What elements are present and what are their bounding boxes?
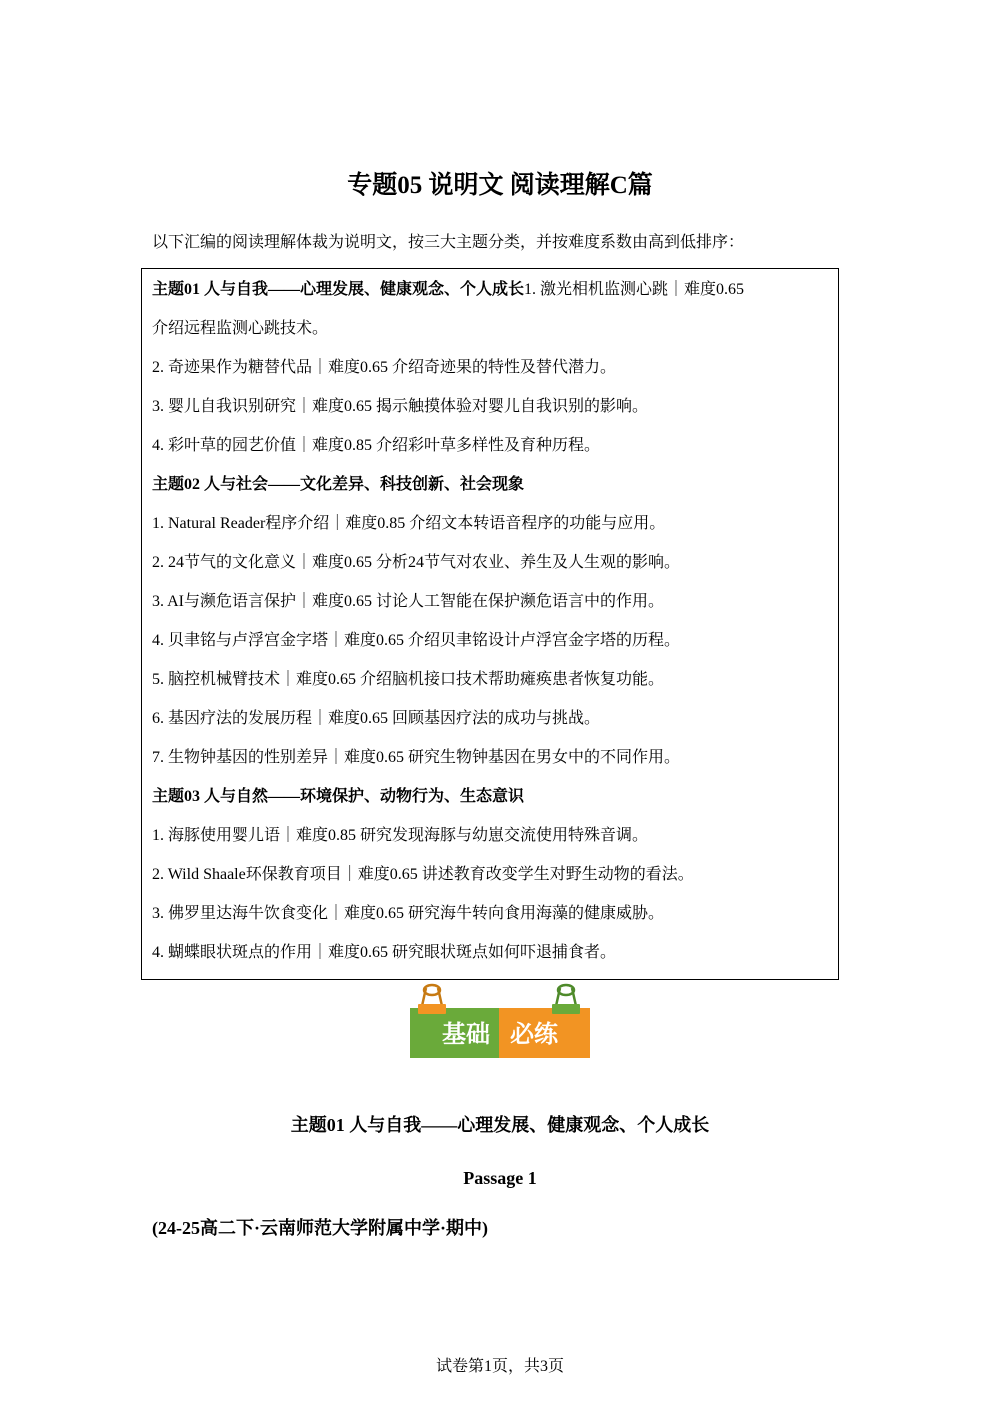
toc-item: 4. 彩叶草的园艺价值｜难度0.85 介绍彩叶草多样性及育种历程。 — [152, 437, 601, 454]
toc-item: 3. 婴儿自我识别研究｜难度0.65 揭示触摸体验对婴儿自我识别的影响。 — [152, 398, 649, 415]
basic-practice-badge — [400, 982, 600, 1062]
section-heading: 主题01 人与自我——心理发展、健康观念、个人成长 — [290, 1115, 710, 1135]
toc-item: 1. 激光相机监测心跳｜难度0.65 — [524, 281, 745, 298]
toc-item: 4. 蝴蝶眼状斑点的作用｜难度0.65 研究眼状斑点如何吓退捕食者。 — [152, 944, 617, 961]
toc-theme3-heading: 主题03 人与自然——环境保护、动物行为、生态意识 — [152, 788, 525, 805]
toc-item: 3. AI与濒危语言保护｜难度0.65 讨论人工智能在保护濒危语言中的作用。 — [152, 593, 665, 610]
page-footer: 试卷第1页，共3页 — [435, 1358, 564, 1375]
binder-clip-icon — [552, 985, 580, 1014]
toc-item: 2. 奇迹果作为糖替代品｜难度0.65 介绍奇迹果的特性及替代潜力。 — [152, 359, 617, 376]
toc-item: 7. 生物钟基因的性别差异｜难度0.65 研究生物钟基因在男女中的不同作用。 — [152, 749, 681, 766]
toc-item: 1. 海豚使用婴儿语｜难度0.85 研究发现海豚与幼崽交流使用特殊音调。 — [152, 827, 649, 844]
table-of-contents-box — [141, 268, 839, 980]
toc-item: 3. 佛罗里达海牛饮食变化｜难度0.65 研究海牛转向食用海藻的健康威胁。 — [152, 905, 665, 922]
passage-label: Passage 1 — [463, 1168, 537, 1188]
intro-text: 以下汇编的阅读理解体裁为说明文，按三大主题分类，并按难度系数由高到低排序： — [152, 234, 745, 251]
toc-item: 2. 24节气的文化意义｜难度0.65 分析24节气对农业、养生及人生观的影响。 — [152, 554, 681, 571]
binder-clip-icon — [418, 985, 446, 1014]
toc-line — [152, 278, 744, 302]
source-note: (24-25高二下·云南师范大学附属中学·期中) — [152, 1218, 488, 1238]
toc-item: 介绍远程监测心跳技术。 — [152, 320, 329, 337]
toc-item: 1. Natural Reader程序介绍｜难度0.85 介绍文本转语音程序的功能与应用。 — [152, 515, 666, 532]
toc-theme1-heading: 主题01 人与自我——心理发展、健康观念、个人成长 — [152, 281, 525, 298]
badge-right-label: 必练 — [510, 1020, 558, 1048]
page-title: 专题05 说明文 阅读理解C篇 — [347, 172, 653, 199]
toc-item: 5. 脑控机械臂技术｜难度0.65 介绍脑机接口技术帮助瘫痪患者恢复功能。 — [152, 671, 665, 688]
toc-item: 4. 贝聿铭与卢浮宫金字塔｜难度0.65 介绍贝聿铭设计卢浮宫金字塔的历程。 — [152, 632, 681, 649]
toc-item: 6. 基因疗法的发展历程｜难度0.65 回顾基因疗法的成功与挑战。 — [152, 710, 601, 727]
badge-left-label: 基础 — [442, 1020, 490, 1048]
toc-theme2-heading: 主题02 人与社会——文化差异、科技创新、社会现象 — [152, 476, 525, 493]
toc-item: 2. Wild Shaale环保教育项目｜难度0.65 讲述教育改变学生对野生动物的看法。 — [152, 866, 694, 883]
badge-graphic — [400, 982, 600, 1062]
